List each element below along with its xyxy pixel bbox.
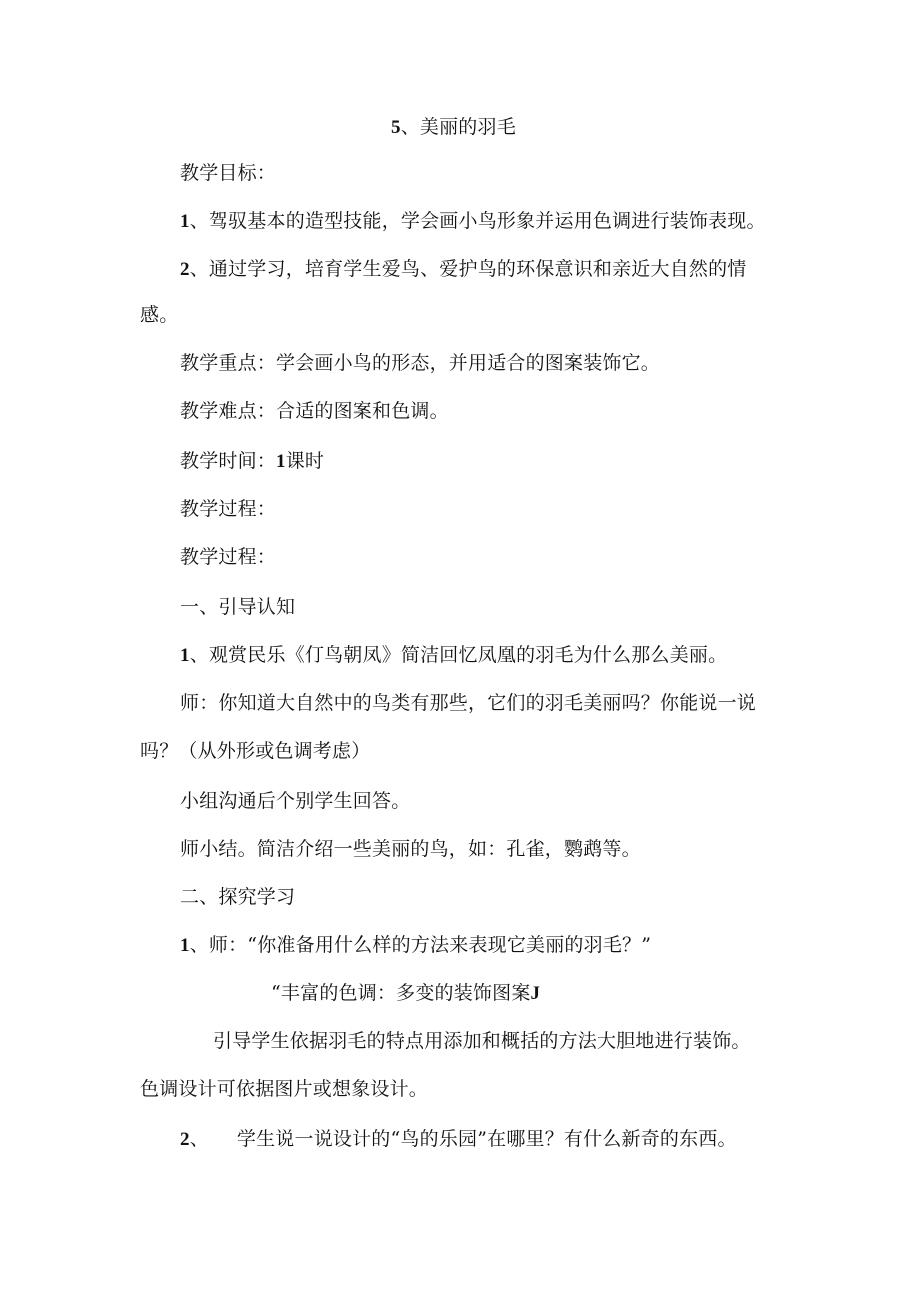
guide-text: 引导学生依据羽毛的特点用添加和概括的方法大胆地进行装饰。 (213, 1030, 751, 1052)
section-1-heading: 一、引导认知 (180, 596, 296, 618)
objective-1-number: 1 (180, 211, 190, 232)
objective-1 (180, 209, 766, 234)
quoted-answer (271, 981, 540, 1006)
teacher-summary: 师小结。简洁介绍一些美丽的鸟，如：孔雀，鹦鹉等。 (180, 838, 641, 860)
objective-1-text: 、驾驭基本的造型技能，学会画小鸟形象并运用色调进行装饰表现。 (189, 210, 766, 232)
key-point: 教学重点：学会画小鸟的形态，并用适合的图案装饰它。 (180, 352, 661, 374)
objective-2-text: 、通过学习，培育学生爱鸟、爱护鸟的环保意识和亲近大自然的情 (189, 258, 747, 280)
teaching-time-number: 1 (276, 451, 286, 472)
section-1-item-1 (180, 643, 727, 668)
section-1-item-1-text: 、观赏民乐《仃鸟朝凤》简洁回忆凤凰的羽毛为什么那么美丽。 (189, 644, 728, 666)
section-2-item-1-text: 、师：“你准备用什么样的方法来表现它美丽的羽毛？” (189, 934, 652, 956)
section-2-heading: 二、探究学习 (180, 886, 296, 908)
quoted-answer-end: J (530, 983, 541, 1004)
objective-2 (180, 257, 747, 282)
section-2-item-2-separator: 、 (189, 1128, 209, 1150)
section-2-item-1-number: 1 (180, 935, 190, 956)
title-text: 、美丽的羽毛 (400, 116, 516, 138)
title-number: 5 (391, 117, 401, 138)
process-heading-1: 教学过程： (180, 498, 277, 520)
difficulty: 教学难点：合适的图案和色调。 (180, 400, 449, 422)
teaching-time-label: 教学时间： (180, 450, 277, 472)
section-2-item-2 (180, 1127, 737, 1152)
section-2-item-2-number: 2 (180, 1129, 190, 1150)
page-title (391, 115, 516, 140)
teacher-question: 师：你知道大自然中的鸟类有那些，它们的羽毛美丽吗？你能说一说 (180, 692, 757, 714)
quoted-answer-text: “丰富的色调：多变的装饰图案 (271, 982, 531, 1004)
section-2-item-1 (180, 933, 651, 958)
objective-2-number: 2 (180, 259, 190, 280)
objective-2-continuation: 感。 (140, 304, 179, 326)
guide-text-continuation: 色调设计可依据图片或想象设计。 (140, 1078, 429, 1100)
teacher-question-continuation: 吗？（从外形或色调考虑） (140, 740, 371, 762)
section-1-item-1-number: 1 (180, 645, 190, 666)
process-heading-2: 教学过程： (180, 546, 277, 568)
teaching-time-unit: 课时 (285, 450, 325, 472)
section-2-item-2-text: 学生说一说设计的“鸟的乐园”在哪里？有什么新奇的东西。 (236, 1128, 737, 1150)
objectives-heading: 教学目标： (180, 162, 277, 184)
teaching-time (180, 449, 324, 474)
group-answer: 小组沟通后个别学生回答。 (180, 790, 411, 812)
